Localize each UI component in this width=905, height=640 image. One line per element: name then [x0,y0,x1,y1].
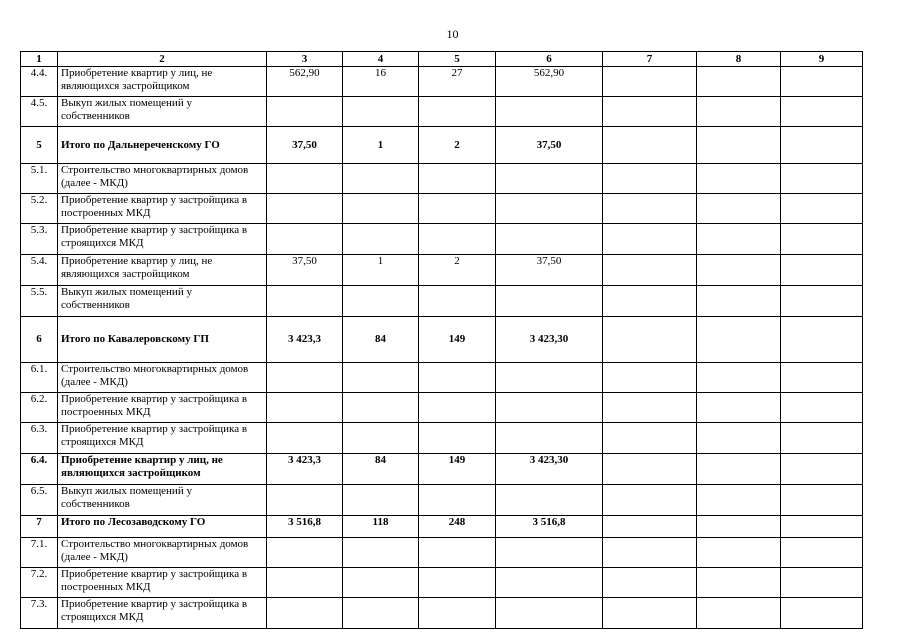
cell-col-3 [267,286,343,317]
cell-col-9 [781,598,863,629]
cell-col-9 [781,363,863,393]
cell-col-7 [603,516,697,538]
cell-col-5 [419,598,496,629]
row-name: Выкуп жилых помещений у собственников [58,286,267,317]
row-name: Приобретение квартир у застройщика в строящихся МКД [58,224,267,255]
cell-col-4 [343,568,419,598]
row-number: 7.3. [21,598,58,629]
table-row [21,363,863,393]
cell-col-6: 562,90 [496,67,603,97]
cell-col-4 [343,538,419,568]
cell-col-7 [603,485,697,516]
table-row [21,393,863,423]
cell-col-4 [343,286,419,317]
row-name: Приобретение квартир у застройщика в построенных МКД [58,194,267,224]
cell-col-8 [697,393,781,423]
page-number: 10 [446,27,459,41]
cell-col-6 [496,363,603,393]
cell-col-7 [603,164,697,194]
cell-col-3 [267,485,343,516]
column-header: 7 [603,52,697,67]
cell-col-7 [603,538,697,568]
cell-col-9 [781,127,863,164]
cell-col-4 [343,598,419,629]
cell-col-6 [496,568,603,598]
cell-col-7 [603,598,697,629]
table-row [21,194,863,224]
table-header-row [21,52,863,67]
row-number: 5 [21,127,58,164]
cell-col-8 [697,485,781,516]
cell-col-5 [419,194,496,224]
row-number: 5.2. [21,194,58,224]
cell-col-5: 149 [419,454,496,485]
cell-col-7 [603,286,697,317]
cell-col-5 [419,363,496,393]
cell-col-6: 3 516,8 [496,516,603,538]
cell-col-9 [781,97,863,127]
row-number: 5.5. [21,286,58,317]
cell-col-6 [496,485,603,516]
cell-col-4: 1 [343,255,419,286]
cell-col-7 [603,194,697,224]
cell-col-6 [496,164,603,194]
column-header: 3 [267,52,343,67]
cell-col-7 [603,224,697,255]
cell-col-5 [419,423,496,454]
table-row [21,317,863,363]
cell-col-4: 118 [343,516,419,538]
table-row [21,97,863,127]
cell-col-9 [781,568,863,598]
cell-col-4 [343,164,419,194]
cell-col-6: 37,50 [496,255,603,286]
cell-col-3 [267,194,343,224]
cell-col-7 [603,127,697,164]
cell-col-4: 84 [343,454,419,485]
cell-col-4 [343,485,419,516]
cell-col-8 [697,423,781,454]
row-name: Приобретение квартир у застройщика в строящихся МКД [58,423,267,454]
cell-col-3 [267,598,343,629]
row-name: Итого по Лесозаводскому ГО [58,516,267,538]
cell-col-5: 2 [419,255,496,286]
cell-col-3 [267,224,343,255]
cell-col-7 [603,67,697,97]
column-header: 5 [419,52,496,67]
cell-col-8 [697,538,781,568]
cell-col-8 [697,127,781,164]
row-number: 6.3. [21,423,58,454]
table-row [21,485,863,516]
cell-col-9 [781,194,863,224]
cell-col-8 [697,224,781,255]
cell-col-6 [496,423,603,454]
row-name: Приобретение квартир у лиц, не являющихся застройщиком [58,255,267,286]
cell-col-6 [496,97,603,127]
cell-col-9 [781,164,863,194]
cell-col-7 [603,393,697,423]
cell-col-3: 37,50 [267,127,343,164]
cell-col-9 [781,454,863,485]
row-number: 6.1. [21,363,58,393]
cell-col-6 [496,393,603,423]
cell-col-3 [267,393,343,423]
row-number: 5.3. [21,224,58,255]
cell-col-5 [419,97,496,127]
cell-col-9 [781,286,863,317]
table-row [21,516,863,538]
table-row [21,568,863,598]
cell-col-7 [603,363,697,393]
cell-col-9 [781,317,863,363]
cell-col-7 [603,423,697,454]
row-number: 7.1. [21,538,58,568]
cell-col-7 [603,454,697,485]
row-name: Приобретение квартир у застройщика в построенных МКД [58,568,267,598]
cell-col-3 [267,568,343,598]
cell-col-3: 3 423,3 [267,454,343,485]
cell-col-4 [343,224,419,255]
row-name: Строительство многоквартирных домов (далее - МКД) [58,363,267,393]
cell-col-8 [697,67,781,97]
cell-col-4 [343,393,419,423]
row-name: Итого по Дальнереченскому ГО [58,127,267,164]
cell-col-8 [697,568,781,598]
row-name: Приобретение квартир у лиц, не являющихся застройщиком [58,454,267,485]
column-header: 4 [343,52,419,67]
cell-col-3: 3 423,3 [267,317,343,363]
cell-col-7 [603,317,697,363]
column-header: 1 [21,52,58,67]
cell-col-6: 37,50 [496,127,603,164]
table-row [21,67,863,97]
cell-col-3: 37,50 [267,255,343,286]
cell-col-8 [697,516,781,538]
column-header: 6 [496,52,603,67]
row-number: 7.2. [21,568,58,598]
cell-col-8 [697,164,781,194]
cell-col-9 [781,67,863,97]
row-number: 6 [21,317,58,363]
table-row [21,454,863,485]
cell-col-9 [781,393,863,423]
row-name: Приобретение квартир у застройщика в построенных МКД [58,393,267,423]
cell-col-5 [419,224,496,255]
cell-col-6 [496,194,603,224]
row-number: 7 [21,516,58,538]
cell-col-4: 84 [343,317,419,363]
cell-col-6 [496,598,603,629]
cell-col-5: 27 [419,67,496,97]
cell-col-5 [419,393,496,423]
table-row [21,598,863,629]
cell-col-3 [267,363,343,393]
cell-col-8 [697,363,781,393]
cell-col-9 [781,423,863,454]
cell-col-4: 16 [343,67,419,97]
table-row [21,286,863,317]
row-number: 6.5. [21,485,58,516]
cell-col-8 [697,317,781,363]
cell-col-6: 3 423,30 [496,454,603,485]
cell-col-6 [496,224,603,255]
cell-col-6: 3 423,30 [496,317,603,363]
cell-col-6 [496,538,603,568]
cell-col-6 [496,286,603,317]
cell-col-9 [781,516,863,538]
cell-col-5 [419,485,496,516]
cell-col-3 [267,97,343,127]
cell-col-5 [419,568,496,598]
cell-col-4 [343,423,419,454]
cell-col-7 [603,97,697,127]
row-name: Строительство многоквартирных домов (далее - МКД) [58,164,267,194]
cell-col-5 [419,286,496,317]
row-number: 4.4. [21,67,58,97]
cell-col-8 [697,97,781,127]
cell-col-9 [781,485,863,516]
row-name: Выкуп жилых помещений у собственников [58,97,267,127]
table-row [21,224,863,255]
cell-col-8 [697,286,781,317]
cell-col-8 [697,454,781,485]
cell-col-7 [603,255,697,286]
column-header: 2 [58,52,267,67]
row-name: Приобретение квартир у лиц, не являющихся застройщиком [58,67,267,97]
column-header: 8 [697,52,781,67]
cell-col-8 [697,598,781,629]
cell-col-4 [343,97,419,127]
table-row [21,423,863,454]
cell-col-4 [343,194,419,224]
row-number: 4.5. [21,97,58,127]
cell-col-5: 2 [419,127,496,164]
data-table [20,51,863,629]
cell-col-5 [419,164,496,194]
row-name: Итого по Кавалеровскому ГП [58,317,267,363]
cell-col-3: 562,90 [267,67,343,97]
row-number: 5.1. [21,164,58,194]
table-row [21,255,863,286]
cell-col-3 [267,164,343,194]
cell-col-5: 248 [419,516,496,538]
cell-col-9 [781,224,863,255]
row-name: Строительство многоквартирных домов (далее - МКД) [58,538,267,568]
row-number: 6.4. [21,454,58,485]
row-name: Приобретение квартир у застройщика в строящихся МКД [58,598,267,629]
cell-col-9 [781,255,863,286]
row-number: 5.4. [21,255,58,286]
column-header: 9 [781,52,863,67]
cell-col-4: 1 [343,127,419,164]
cell-col-7 [603,568,697,598]
table-row [21,127,863,164]
cell-col-8 [697,255,781,286]
row-number: 6.2. [21,393,58,423]
cell-col-3 [267,423,343,454]
cell-col-8 [697,194,781,224]
cell-col-5 [419,538,496,568]
cell-col-9 [781,538,863,568]
table-row [21,164,863,194]
row-name: Выкуп жилых помещений у собственников [58,485,267,516]
cell-col-3: 3 516,8 [267,516,343,538]
table-row [21,538,863,568]
cell-col-5: 149 [419,317,496,363]
cell-col-4 [343,363,419,393]
cell-col-3 [267,538,343,568]
